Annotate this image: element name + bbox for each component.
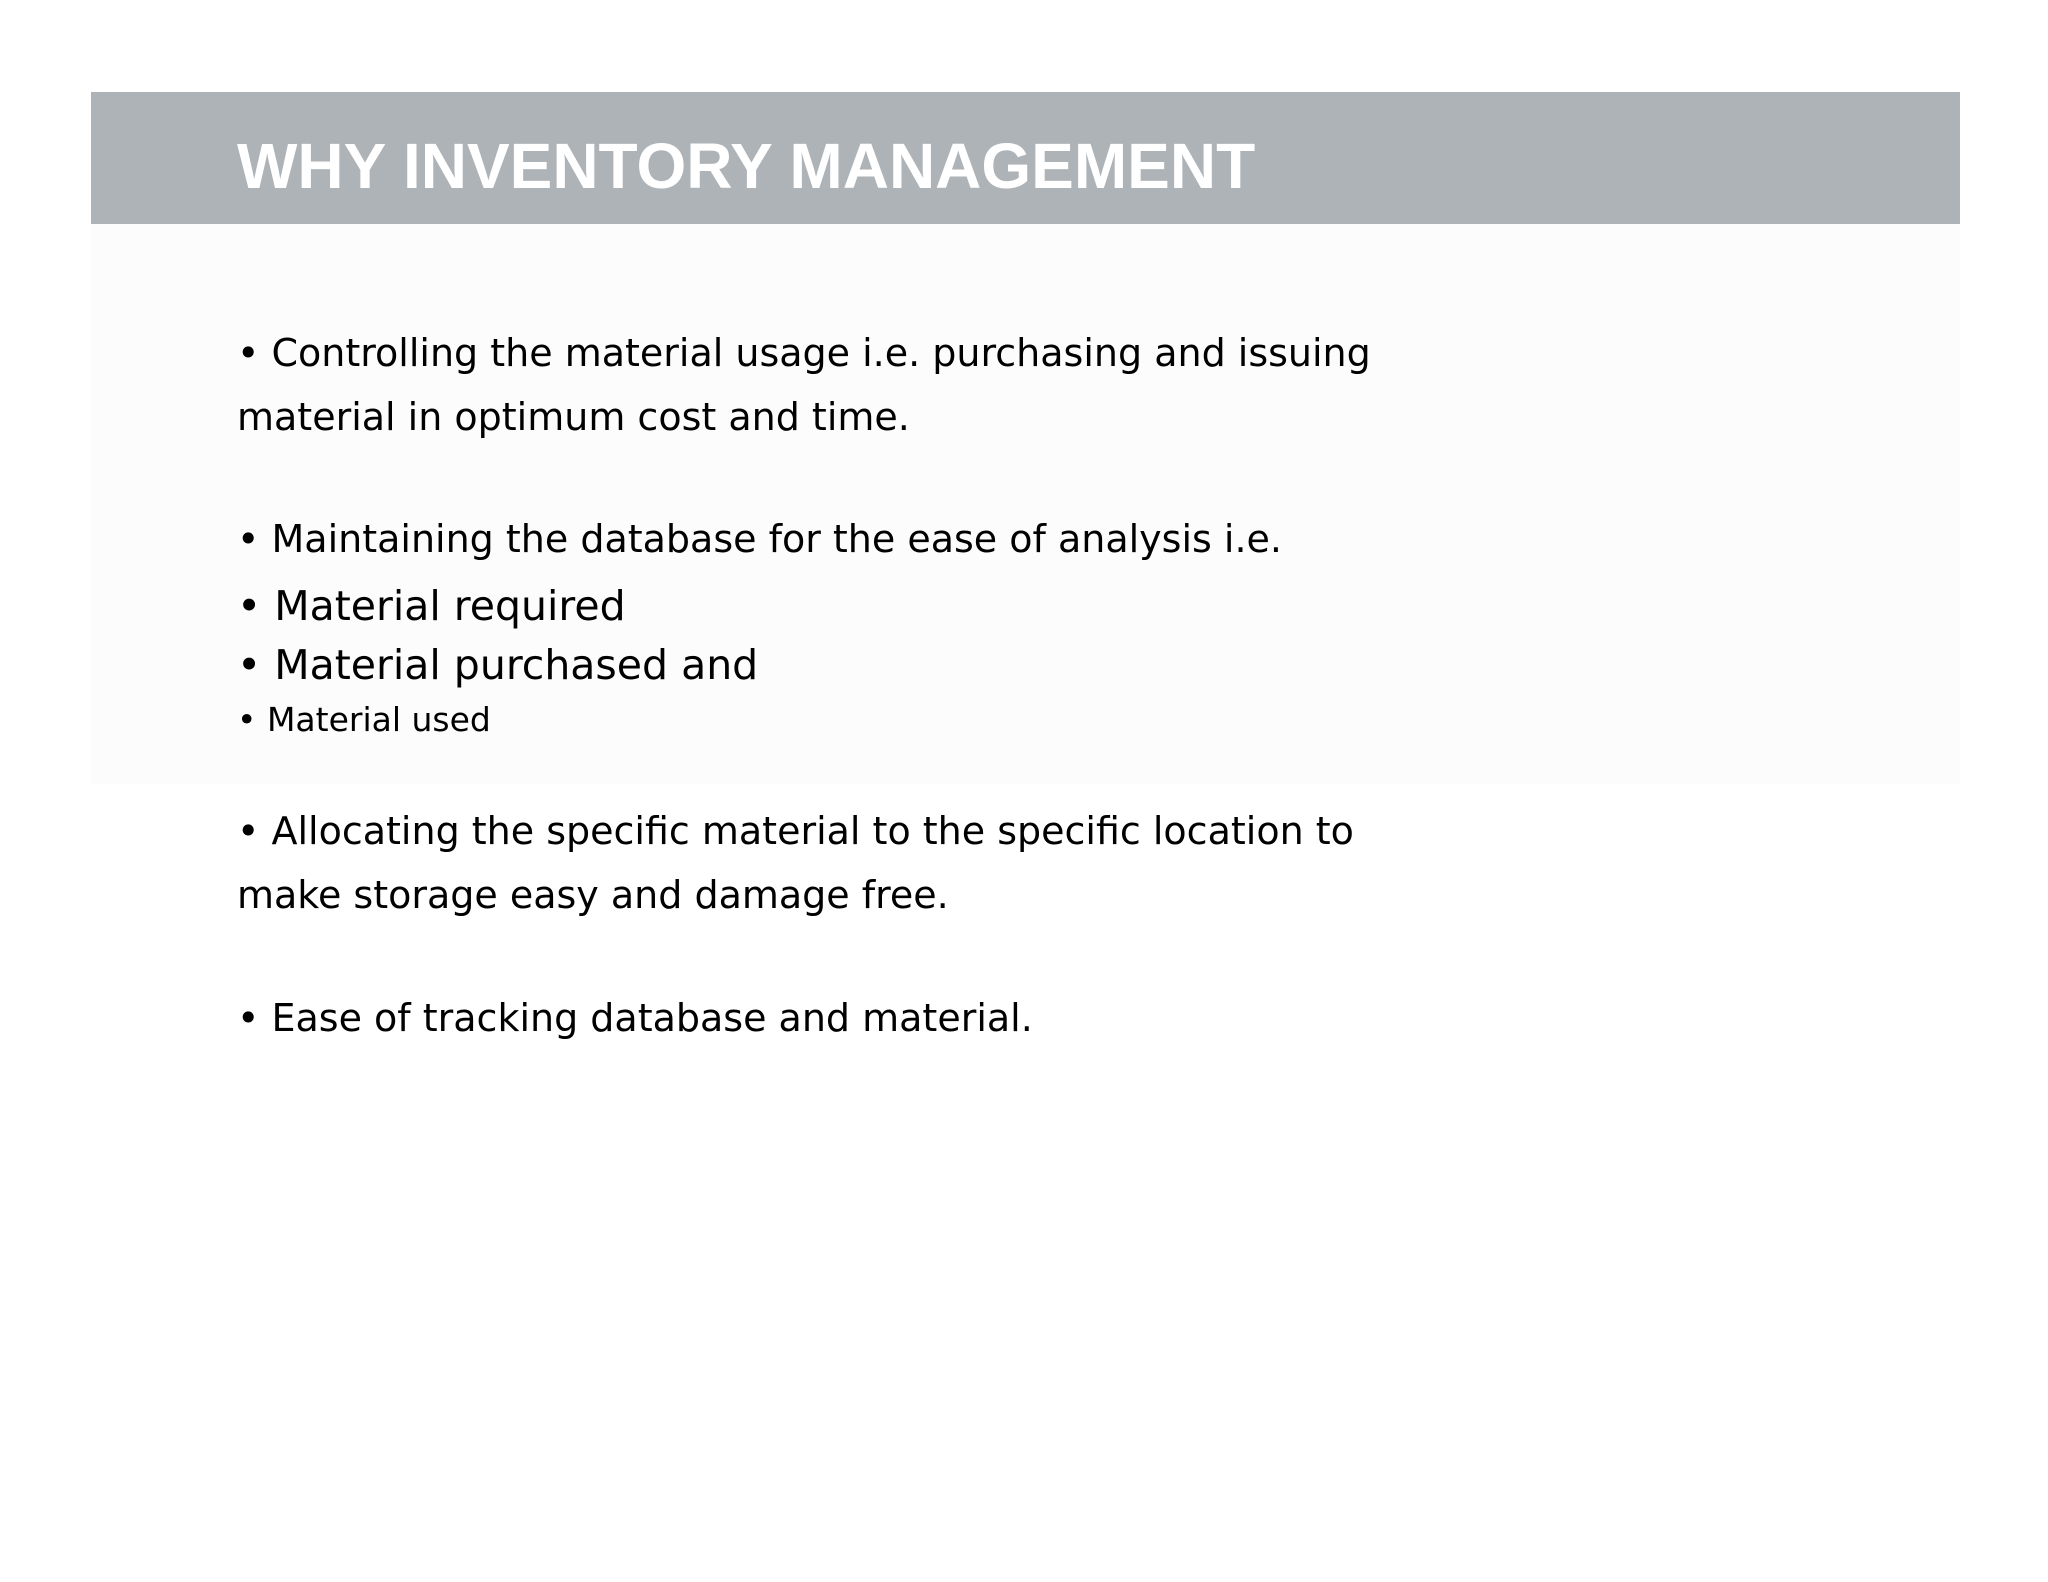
sub-bullet-material-purchased: • Material purchased and [237, 641, 759, 689]
bullet-controlling-line2: material in optimum cost and time. [237, 395, 910, 439]
bullet-allocating-line2: make storage easy and damage free. [237, 873, 949, 917]
bullet-controlling-line1: • Controlling the material usage i.e. purchasing and issuing [237, 331, 1371, 375]
bullet-maintaining-line1: • Maintaining the database for the ease of analysis i.e. [237, 517, 1282, 561]
bullet-allocating-line1: • Allocating the specific material to the specific location to [237, 809, 1354, 853]
bullet-tracking-line1: • Ease of tracking database and material. [237, 996, 1033, 1040]
title-bar [91, 92, 1960, 224]
sub-bullet-material-required: • Material required [237, 582, 626, 630]
sub-bullet-material-used: • Material used [237, 700, 491, 739]
slide-title: WHY INVENTORY MANAGEMENT [237, 130, 1256, 202]
